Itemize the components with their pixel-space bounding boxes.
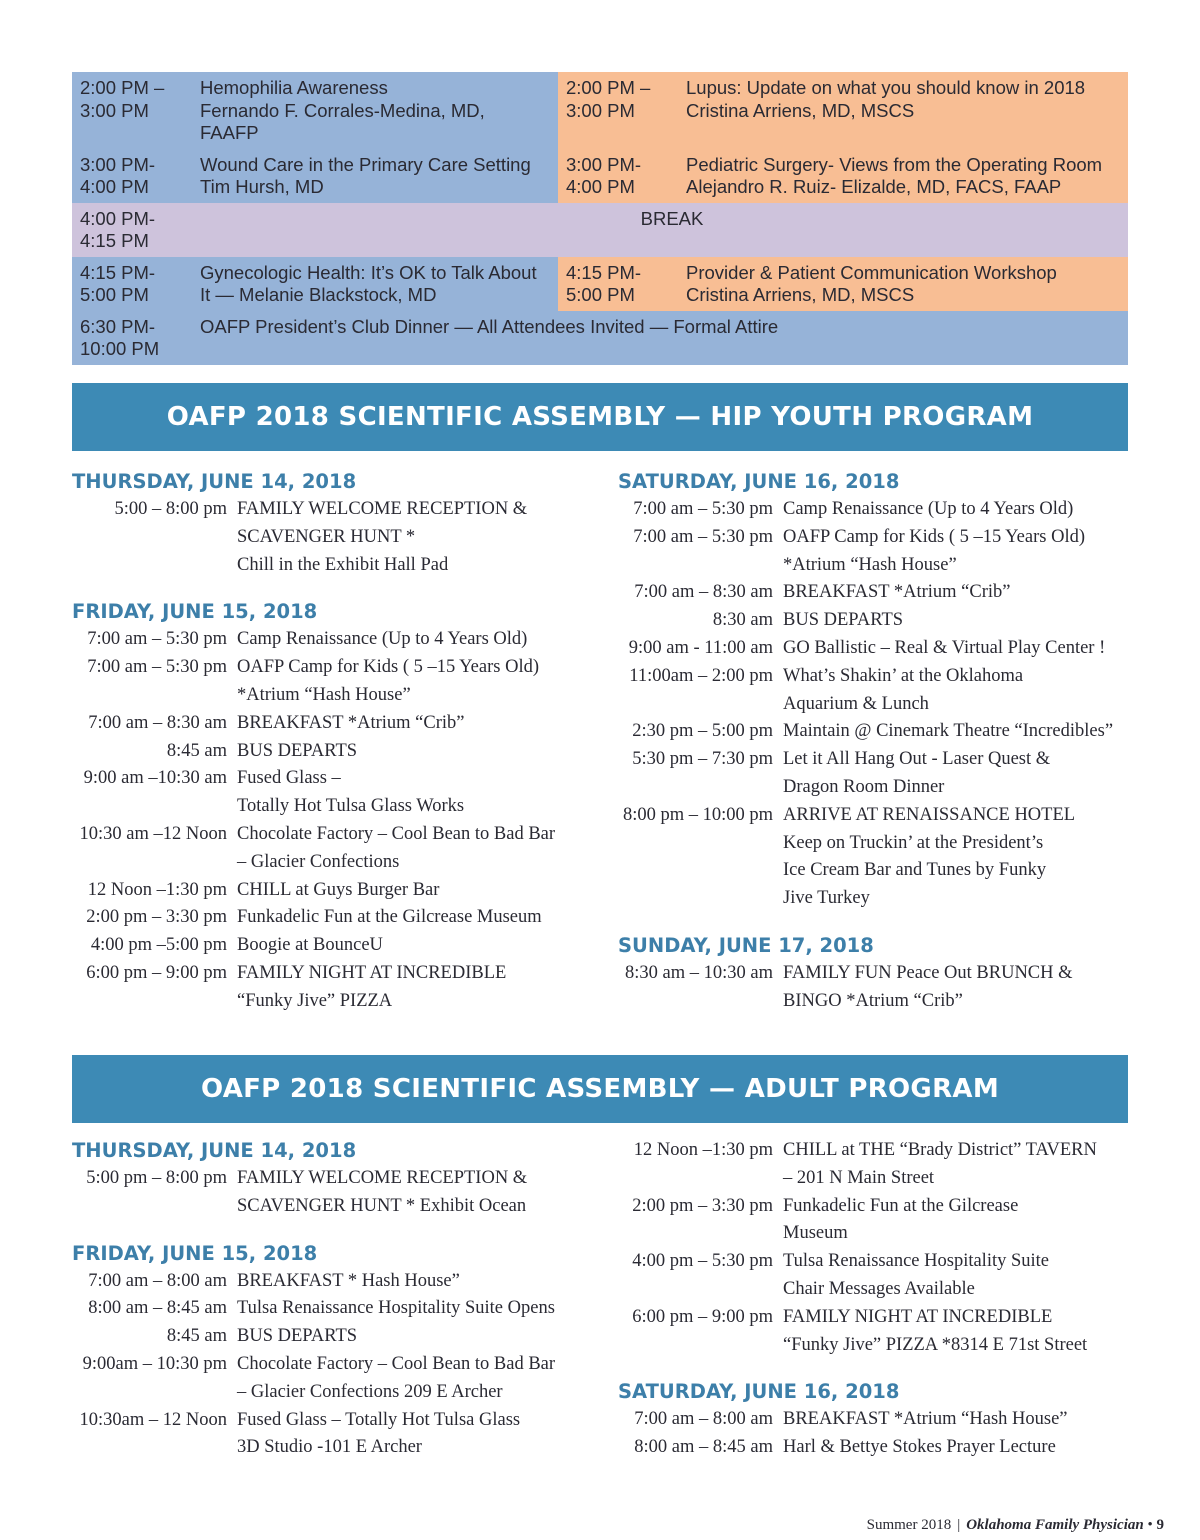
- event-time: 7:00 am – 8:30 am: [88, 712, 227, 733]
- event-time: 2:30 pm – 5:00 pm: [632, 721, 773, 742]
- event-row: [72, 738, 592, 766]
- day-heading: FRIDAY, JUNE 15, 2018: [72, 600, 318, 624]
- day-heading: SUNDAY, JUNE 17, 2018: [618, 933, 874, 957]
- session-time: 4:15 PM- 5:00 PM: [80, 261, 156, 305]
- day-heading: THURSDAY, JUNE 14, 2018: [72, 470, 357, 493]
- event-time: 12 Noon –1:30 pm: [87, 879, 227, 900]
- event-row: [72, 1323, 592, 1351]
- event-time: 5:00 pm – 8:00 pm: [86, 1168, 227, 1188]
- footer-bullet: •: [1147, 1517, 1153, 1533]
- event-description: Camp Renaissance (Up to 4 Years Old): [237, 629, 528, 650]
- day-heading: THURSDAY, JUNE 14, 2018: [72, 1139, 357, 1162]
- event-row: [618, 524, 1138, 580]
- page-footer: [867, 1517, 1164, 1534]
- session-description: OAFP President’s Club Dinner — All Attendees Invited — Formal Attire: [200, 315, 779, 337]
- schedule-row: [72, 72, 1128, 149]
- dinner-row: [72, 311, 1128, 365]
- event-time: 2:00 pm – 3:30 pm: [86, 907, 227, 928]
- event-description: OAFP Camp for Kids ( 5 –15 Years Old) *Atrium “Hash House”: [237, 657, 539, 705]
- event-time: 7:00 am – 5:30 pm: [87, 657, 227, 678]
- session-description: Lupus: Update on what you should know in 2018 Cristina Arriens, MD, MSCS: [686, 77, 1086, 121]
- event-row: [72, 1351, 592, 1407]
- event-time: 7:00 am – 5:30 pm: [633, 499, 773, 519]
- session-description: Provider & Patient Communication Workshop Cristina Arriens, MD, MSCS: [686, 261, 1057, 305]
- session-time: 3:00 PM- 4:00 PM: [80, 153, 156, 197]
- event-time: 8:00 am – 8:45 am: [88, 1298, 227, 1319]
- event-row: [618, 1193, 1138, 1249]
- event-row: [618, 802, 1138, 913]
- event-description: BREAKFAST *Atrium “Hash House”: [783, 1409, 1068, 1430]
- schedule-row: [72, 257, 1128, 311]
- event-time: 7:00 am – 8:00 am: [88, 1270, 227, 1291]
- event-description: Chocolate Factory – Cool Bean to Bad Bar – Glacier Confections 209 E Archer: [237, 1353, 556, 1402]
- event-row: [72, 1165, 592, 1221]
- event-row: [72, 960, 592, 1016]
- event-time: 7:00 am – 5:30 pm: [633, 526, 773, 547]
- event-row: [72, 821, 592, 877]
- event-description: FAMILY WELCOME RECEPTION & SCAVENGER HUNT * Exhibit Ocean: [237, 1168, 528, 1216]
- session-time: 3:00 PM- 4:00 PM: [566, 153, 642, 197]
- event-description: BREAKFAST * Hash House”: [237, 1270, 460, 1291]
- session-description: [200, 208, 1128, 253]
- event-description: FAMILY WELCOME RECEPTION & SCAVENGER HUNT * Chill in the Exhibit Hall Pad: [237, 499, 528, 575]
- event-time: 8:00 am – 8:45 am: [634, 1437, 773, 1458]
- event-description: Maintain @ Cinemark Theatre “Incredibles”: [783, 721, 1114, 742]
- event-row: [618, 635, 1138, 663]
- event-description: Camp Renaissance (Up to 4 Years Old): [783, 499, 1074, 519]
- footer-magazine-title: Oklahoma Family Physician: [966, 1517, 1144, 1533]
- event-row: [72, 654, 592, 710]
- event-description: GO Ballistic – Real & Virtual Play Center !: [783, 637, 1106, 658]
- session-time: 2:00 PM – 3:00 PM: [80, 77, 165, 121]
- event-time: 8:00 pm – 10:00 pm: [622, 804, 773, 825]
- event-row: [72, 496, 592, 579]
- event-row: [618, 960, 1138, 1016]
- footer-season: Summer 2018: [866, 1517, 952, 1533]
- session-description: Gynecologic Health: It’s OK to Talk About It — Melanie Blackstock, MD: [200, 261, 537, 305]
- footer-separator: |: [957, 1517, 961, 1533]
- event-description: Harl & Bettye Stokes Prayer Lecture: [783, 1437, 1056, 1458]
- event-description: Fused Glass – Totally Hot Tulsa Glass Works: [237, 768, 465, 817]
- event-time: 6:00 pm – 9:00 pm: [632, 1306, 773, 1327]
- break-label-text: BREAK: [640, 207, 704, 229]
- event-row: [618, 1434, 1138, 1462]
- event-time: 9:00 am –10:30 am: [83, 768, 227, 789]
- break-row: [72, 203, 1128, 257]
- event-time: 4:00 pm – 5:30 pm: [632, 1251, 773, 1272]
- event-row: [618, 579, 1138, 607]
- event-time: 10:30 am –12 Noon: [79, 823, 227, 844]
- event-description: Funkadelic Fun at the Gilcrease Museum: [783, 1195, 1019, 1244]
- event-time: 12 Noon –1:30 pm: [633, 1140, 773, 1160]
- session-time: 4:15 PM- 5:00 PM: [566, 261, 642, 305]
- event-description: What’s Shakin’ at the Oklahoma Aquarium & Lunch: [783, 665, 1024, 714]
- event-row: [618, 1248, 1138, 1304]
- event-description: FAMILY NIGHT AT INCREDIBLE “Funky Jive” PIZZA: [237, 962, 507, 1011]
- session-time: 6:30 PM- 10:00 PM: [80, 315, 160, 359]
- event-description: Boogie at BounceU: [237, 935, 383, 956]
- session-left: [72, 149, 558, 203]
- event-time: 5:00 – 8:00 pm: [114, 499, 227, 519]
- event-row: [618, 1137, 1138, 1193]
- adult-program-left-column: [72, 1137, 592, 1462]
- event-row: [72, 1295, 592, 1323]
- event-description: Let it All Hang Out - Laser Quest & Dragon Room Dinner: [783, 749, 1051, 797]
- event-time: 11:00am – 2:00 pm: [629, 665, 773, 686]
- session-left: [72, 72, 558, 149]
- event-row: [618, 746, 1138, 802]
- session-right: [558, 149, 1128, 203]
- day-heading: SATURDAY, JUNE 16, 2018: [618, 1380, 900, 1404]
- event-description: CHILL at Guys Burger Bar: [237, 879, 440, 900]
- event-row: [618, 663, 1138, 719]
- event-time: 5:30 pm – 7:30 pm: [632, 749, 773, 770]
- event-description: OAFP Camp for Kids ( 5 –15 Years Old) *Atrium “Hash House”: [783, 526, 1085, 575]
- youth-program-right-column: [618, 468, 1138, 1016]
- event-description: Tulsa Renaissance Hospitality Suite Opens: [237, 1298, 555, 1319]
- event-description: Tulsa Renaissance Hospitality Suite Chair Messages Available: [783, 1251, 1050, 1299]
- youth-program-banner: OAFP 2018 SCIENTIFIC ASSEMBLY — HIP YOUTH PROGRAM: [72, 383, 1128, 451]
- session-right: [558, 257, 1128, 311]
- event-time: 8:45 am: [166, 740, 227, 761]
- event-row: [618, 1406, 1138, 1434]
- session-time: 2:00 PM – 3:00 PM: [566, 77, 651, 121]
- event-time: 6:00 pm – 9:00 pm: [86, 962, 227, 983]
- event-row: [72, 932, 592, 960]
- event-row: [618, 607, 1138, 635]
- session-description: Hemophilia Awareness Fernando F. Corrales-Medina, MD, FAAFP: [200, 77, 485, 143]
- event-row: [618, 718, 1138, 746]
- session-time: 4:00 PM- 4:15 PM: [80, 207, 156, 251]
- schedule-row: [72, 149, 1128, 203]
- event-description: CHILL at THE “Brady District” TAVERN – 201 N Main Street: [783, 1140, 1097, 1188]
- day-heading: FRIDAY, JUNE 15, 2018: [72, 1241, 318, 1265]
- event-description: BREAKFAST *Atrium “Crib”: [237, 712, 465, 733]
- event-row: [72, 626, 592, 654]
- event-row: [618, 1304, 1138, 1360]
- event-row: [72, 710, 592, 738]
- session-description: Pediatric Surgery- Views from the Operating Room Alejandro R. Ruiz- Elizalde, MD, FACS, FAAP: [686, 153, 1103, 197]
- event-description: BREAKFAST *Atrium “Crib”: [783, 582, 1011, 603]
- session-left: [72, 257, 558, 311]
- event-time: 7:00 am – 8:30 am: [634, 582, 773, 603]
- event-time: 9:00am – 10:30 pm: [82, 1353, 227, 1374]
- event-description: ARRIVE AT RENAISSANCE HOTEL Keep on Truckin’ at the President’s Ice Cream Bar and Tunes by Funky Jive Turkey: [783, 804, 1076, 909]
- day-heading: SATURDAY, JUNE 16, 2018: [618, 470, 900, 493]
- event-description: BUS DEPARTS: [783, 610, 904, 631]
- footer-page-number: 9: [1156, 1517, 1164, 1533]
- event-time: 8:30 am – 10:30 am: [625, 962, 773, 983]
- session-description: Wound Care in the Primary Care Setting Tim Hursh, MD: [200, 153, 531, 197]
- adult-program-banner: OAFP 2018 SCIENTIFIC ASSEMBLY — ADULT PROGRAM: [72, 1055, 1128, 1123]
- event-time: 8:45 am: [166, 1326, 227, 1347]
- session-schedule-table: [72, 72, 1128, 365]
- event-time: 2:00 pm – 3:30 pm: [632, 1195, 773, 1216]
- event-description: BUS DEPARTS: [237, 1326, 358, 1347]
- youth-program-left-column: [72, 468, 592, 1016]
- event-description: FAMILY NIGHT AT INCREDIBLE “Funky Jive” PIZZA *8314 E 71st Street: [783, 1306, 1088, 1355]
- event-time: 8:30 am: [712, 610, 773, 631]
- session-right: [558, 72, 1128, 149]
- event-description: Fused Glass – Totally Hot Tulsa Glass 3D Studio -101 E Archer: [237, 1409, 521, 1458]
- event-description: Funkadelic Fun at the Gilcrease Museum: [237, 907, 542, 928]
- event-row: [72, 877, 592, 905]
- event-description: FAMILY FUN Peace Out BRUNCH & BINGO *Atrium “Crib”: [783, 962, 1073, 1011]
- event-time: 7:00 am – 8:00 am: [634, 1409, 773, 1430]
- event-row: [618, 496, 1138, 524]
- event-time: 7:00 am – 5:30 pm: [87, 629, 227, 650]
- adult-program-right-column: [618, 1137, 1138, 1462]
- event-time: 10:30am – 12 Noon: [79, 1409, 227, 1430]
- event-row: [72, 1407, 592, 1463]
- event-row: [72, 765, 592, 821]
- event-row: [72, 1268, 592, 1296]
- event-time: 9:00 am - 11:00 am: [628, 637, 773, 658]
- event-time: 4:00 pm –5:00 pm: [90, 935, 227, 956]
- event-description: Chocolate Factory – Cool Bean to Bad Bar – Glacier Confections: [237, 823, 556, 872]
- event-description: BUS DEPARTS: [237, 740, 358, 761]
- event-row: [72, 904, 592, 932]
